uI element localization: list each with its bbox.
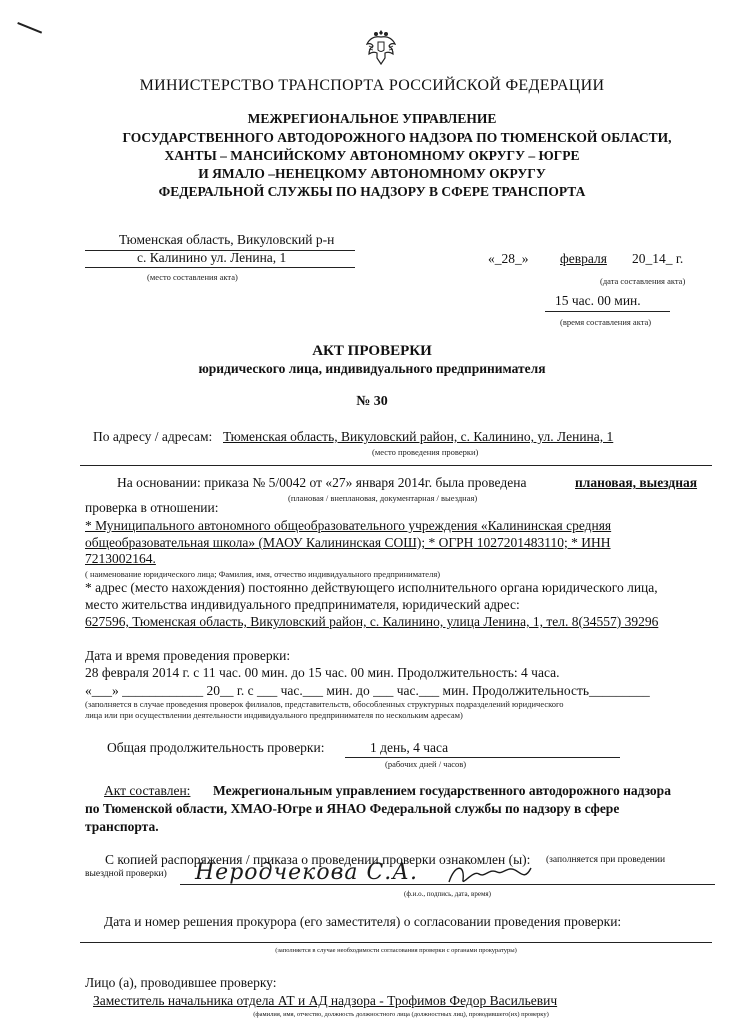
inspection-type: плановая, выездная bbox=[575, 475, 698, 490]
act-title: АКТ ПРОВЕРКИ bbox=[312, 343, 432, 359]
org-line-2: ГОСУДАРСТВЕННОГО АВТОДОРОЖНОГО НАДЗОРА ПО ТЮМЕНСКОЙ ОБЛАСТИ, bbox=[122, 130, 672, 145]
duration-label: Общая продолжительность проверки: bbox=[107, 740, 325, 755]
pen-mark bbox=[17, 22, 42, 34]
date-day: «_28_» bbox=[488, 251, 529, 266]
familiar-note: (заполняется при проведении bbox=[546, 855, 666, 865]
dates-line-2: «___» ____________ 20__ г. с ___ час.___ мин. до ___ час.___ мин. Продолжительность_________ bbox=[85, 683, 650, 698]
duration-caption: (рабочих дней / часов) bbox=[385, 759, 467, 769]
act-time: 15 час. 00 мин. bbox=[555, 293, 641, 308]
entity-line-1: * Муниципального автономного общеобразовательного учреждения «Калининская средняя bbox=[85, 518, 612, 533]
entity-line-3: 7213002164. bbox=[85, 551, 156, 566]
familiar-signature: Неродчекова С.А. bbox=[195, 860, 418, 885]
regarding-label: проверка в отношении: bbox=[85, 500, 219, 515]
dates-line-1: 28 февраля 2014 г. с 11 час. 00 мин. до 15 час. 00 мин. Продолжительность: 4 часа. bbox=[85, 665, 560, 680]
inspector-value: Заместитель начальника отдела АТ и АД надзора - Трофимов Федор Васильевич bbox=[93, 993, 558, 1008]
dates-caption-2: лица или при осуществлении деятельности индивидуального предпринимателя по нескольким адресам) bbox=[85, 710, 463, 720]
compiled-line-3: транспорта. bbox=[85, 819, 159, 834]
place-line-1: Тюменская область, Викуловский р-н bbox=[119, 232, 335, 247]
date-caption: (дата составления акта) bbox=[600, 276, 686, 286]
inspector-label: Лицо (а), проводившее проверку: bbox=[85, 975, 277, 990]
org-line-3: ХАНТЫ – МАНСИЙСКОМУ АВТОНОМНОМУ ОКРУГУ – ЮГРЕ bbox=[164, 148, 580, 163]
familiar-text: С копией распоряжения / приказа о проведении проверки ознакомлен (ы): bbox=[105, 852, 531, 867]
legal-address-value: 627596, Тюменская область, Викуловский район, с. Калинино, улица Ленина, 1, тел. 8(34557) 39296 bbox=[85, 614, 659, 629]
compiled-label: Акт составлен: bbox=[104, 783, 191, 798]
prosecutor-text: Дата и номер решения прокурора (его заместителя) о согласовании проведения проверки: bbox=[104, 914, 622, 929]
dates-label: Дата и время проведения проверки: bbox=[85, 648, 291, 663]
entity-line-2: общеобразовательная школа» (МАОУ Калининская СОШ); * ОГРН 1027201483110; * ИНН bbox=[85, 535, 611, 550]
inspection-type-caption: (плановая / внеплановая, документарная / выездная) bbox=[288, 493, 478, 503]
entity-caption: ( наименование юридического лица; Фамилия, имя, отчество индивидуального предпринимателя) bbox=[85, 569, 441, 579]
org-line-5: ФЕДЕРАЛЬНОЙ СЛУЖБЫ ПО НАДЗОРУ В СФЕРЕ ТРАНСПОРТА bbox=[158, 184, 586, 199]
place-caption: (место составления акта) bbox=[147, 272, 238, 282]
act-subtitle: юридического лица, индивидуального предпринимателя bbox=[198, 361, 546, 376]
date-month: февраля bbox=[560, 251, 607, 266]
act-number: № 30 bbox=[356, 394, 388, 409]
org-line-1: МЕЖРЕГИОНАЛЬНОЕ УПРАВЛЕНИЕ bbox=[247, 111, 497, 126]
legal-address-line-2: место жительства индивидуального предпринимателя, юридический адрес: bbox=[85, 597, 520, 612]
coat-of-arms-emblem bbox=[366, 28, 396, 66]
address-caption: (место проведения проверки) bbox=[372, 447, 479, 457]
prosecutor-caption: (заполняется в случае необходимости согласования проверки с органами прокуратуры) bbox=[275, 947, 517, 954]
inspector-caption: (фамилия, имя, отчество, должность должностного лица (должностных лиц), проводившего(их) проверку) bbox=[253, 1011, 549, 1018]
address-label: По адресу / адресам: bbox=[93, 429, 213, 444]
familiar-note-2: выездной проверки) bbox=[85, 869, 167, 879]
org-line-4: И ЯМАЛО –НЕНЕЦКОМУ АВТОНОМНОМУ ОКРУГУ bbox=[198, 166, 546, 181]
address-value: Тюменская область, Викуловский район, с. Калинино, ул. Ленина, 1 bbox=[223, 429, 614, 444]
duration-value: 1 день, 4 часа bbox=[370, 740, 449, 755]
dates-caption-1: (заполняется в случае проведения проверок филиалов, представительств, обособленных структурных подразделений юридического bbox=[85, 699, 564, 709]
compiled-line-1: Межрегиональным управлением государственного автодорожного надзора bbox=[213, 783, 671, 798]
time-caption: (время составления акта) bbox=[560, 317, 652, 327]
date-year: 20_14_ г. bbox=[632, 251, 684, 266]
compiled-line-2: по Тюменской области, ХМАО-Югре и ЯНАО Федеральной службы по надзору в сфере bbox=[85, 801, 620, 816]
legal-address-line-1: * адрес (место нахождения) постоянно действующего исполнительного органа юридического лица, bbox=[85, 580, 658, 595]
ministry-name: МИНИСТЕРСТВО ТРАНСПОРТА РОССИЙСКОЙ ФЕДЕРАЦИИ bbox=[139, 77, 605, 94]
familiar-caption: (ф.и.о., подпись, дата, время) bbox=[404, 890, 491, 898]
basis-text: На основании: приказа № 5/0042 от «27» января 2014г. была проведена bbox=[117, 475, 527, 490]
place-line-2: с. Калинино ул. Ленина, 1 bbox=[137, 250, 287, 265]
